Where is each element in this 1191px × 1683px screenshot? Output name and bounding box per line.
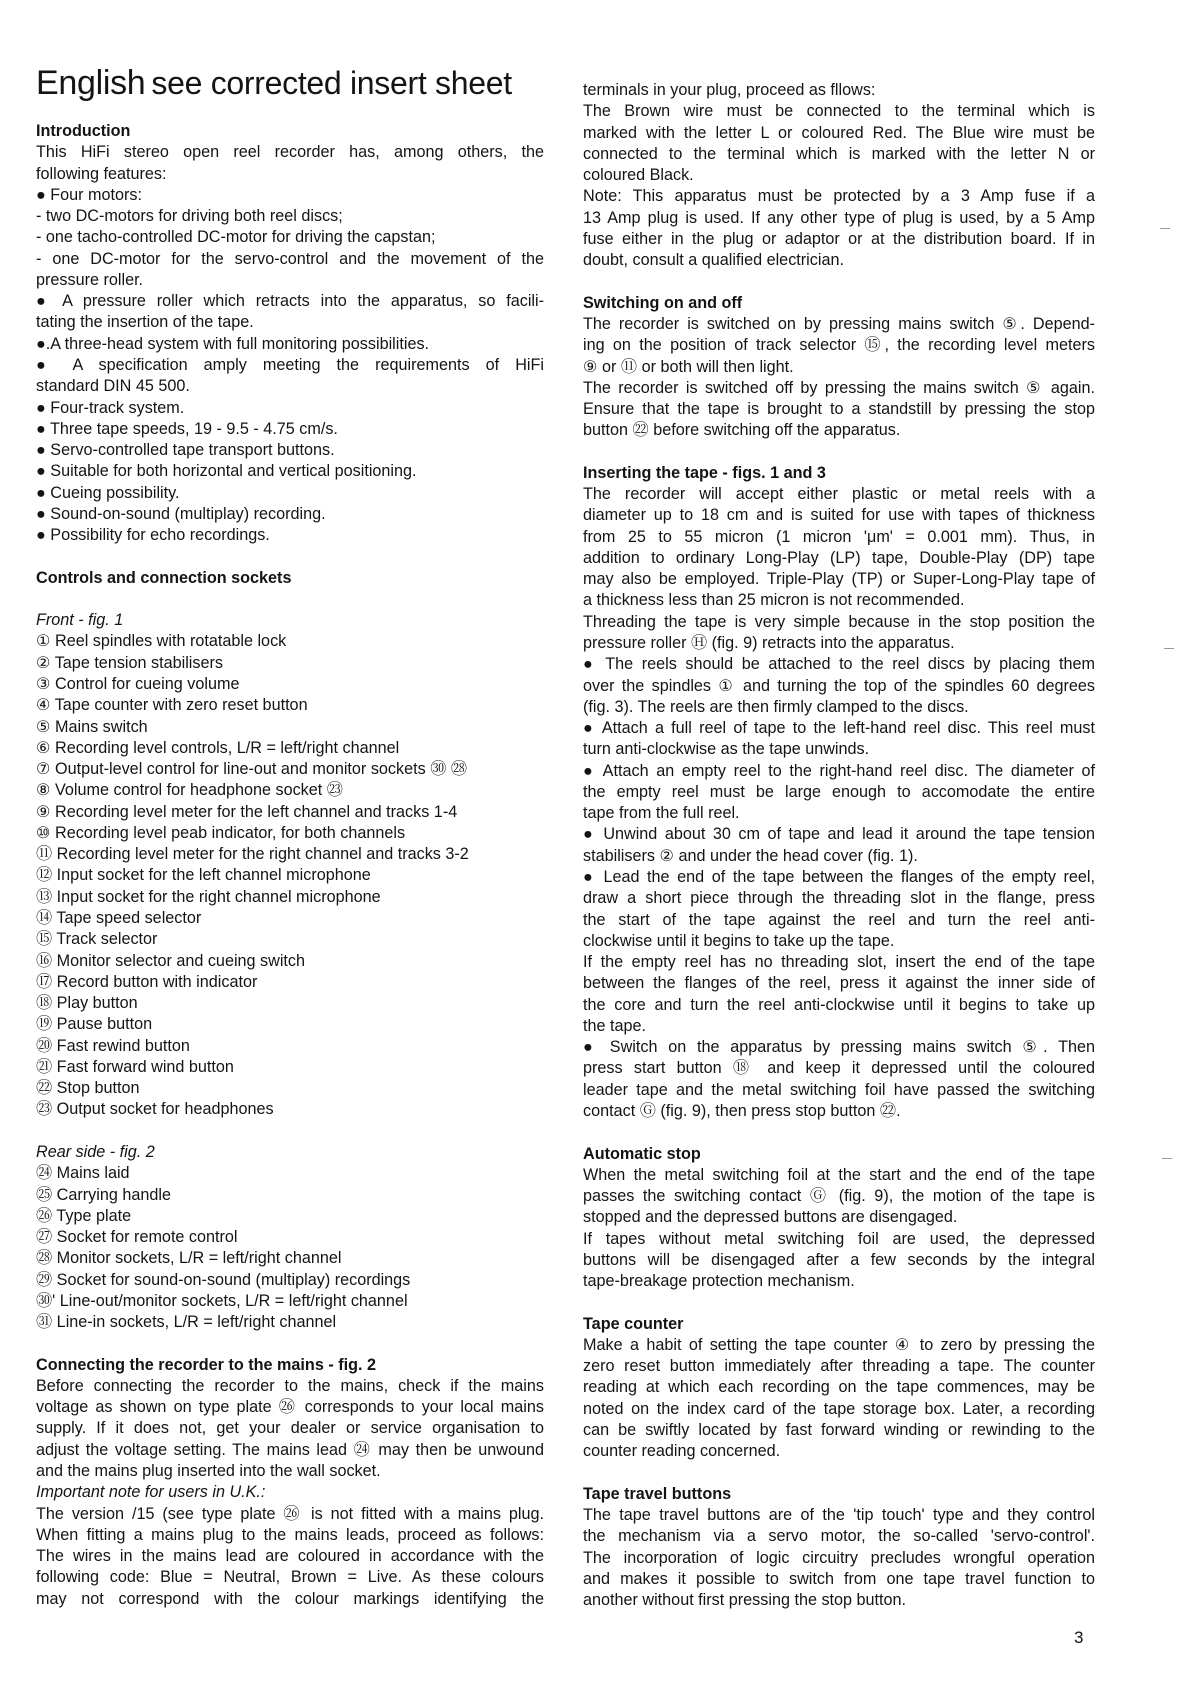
text-line: ●.A three-head system with full monitoring possibilities. <box>36 334 430 353</box>
text-line: from 25 to 55 micron (1 micron 'μm' = 0.001 mm). Thus, in <box>583 527 1095 546</box>
text-line: ⑥ Recording level controls, L/R = left/right channel <box>36 738 400 757</box>
text-line: ㉚' Line-out/monitor sockets, L/R = left/right channel <box>36 1291 408 1310</box>
text-line: ● Three tape speeds, 19 - 9.5 - 4.75 cm/s. <box>36 419 338 438</box>
margin-mark <box>1164 648 1174 649</box>
text-line: When fitting a mains plug to the mains leads, proceed as follows: <box>36 1525 544 1544</box>
text-line: stabilisers ② and under the head cover (fig. 1). <box>583 846 918 865</box>
text-line: ㉓ Output socket for headphones <box>36 1100 274 1119</box>
text-line: may also be employed. Triple-Play (TP) or Super-Long-Play tape of <box>583 570 1095 589</box>
text-line: ㉑ Fast forward wind button <box>36 1057 234 1076</box>
text-line: the core and turn the reel anti-clockwise until it begins to take up <box>583 995 1095 1014</box>
text-line: ⑨ Recording level meter for the left channel and tracks 1-4 <box>36 802 458 821</box>
text-line: ● A pressure roller which retracts into the apparatus, so facili- <box>36 292 544 311</box>
text-line: ing on the position of track selector ⑮, the recording level meters <box>583 336 1095 355</box>
text-line: connected to the terminal which is marked with the letter N or <box>583 144 1095 163</box>
text-line: ⑧ Volume control for headphone socket ㉓ <box>36 781 343 800</box>
text-line: If the empty reel has no threading slot, insert the end of the tape <box>583 953 1095 972</box>
text-line: pressure roller Ⓗ (fig. 9) retracts into the apparatus. <box>583 634 955 653</box>
text-line: ● Unwind about 30 cm of tape and lead it around the tape tension <box>583 825 1095 844</box>
text-line: coloured Black. <box>583 166 694 185</box>
text-line: ㉕ Carrying handle <box>36 1185 171 1204</box>
text-line: fuse either in the plug or adaptor or at the distribution board. If in <box>583 229 1095 248</box>
section-heading: Switching on and off <box>583 293 743 312</box>
text-line: over the spindles ① and turning the top of the spindles 60 degrees <box>583 676 1095 695</box>
section-heading: Tape travel buttons <box>583 1484 732 1503</box>
text-line: Make a habit of setting the tape counter ④ to zero by pressing the <box>583 1335 1095 1354</box>
text-line: ● Possibility for echo recordings. <box>36 526 270 545</box>
text-line: Threading the tape is very simple because in the stop position the <box>583 612 1095 631</box>
text-line: terminals in your plug, proceed as fllows: <box>583 81 876 99</box>
page-number: 3 <box>1074 1628 1084 1647</box>
text-line: buttons will be disengaged after a few seconds by the integral <box>583 1250 1095 1269</box>
text-line: ● Lead the end of the tape between the flanges of the empty reel, <box>583 867 1095 886</box>
text-line: may not correspond with the colour markings identifying the <box>36 1589 544 1608</box>
text-line: draw a short piece through the threading slot in the flange, press <box>583 889 1095 908</box>
text-line: adjust the voltage setting. The mains lead ㉔ may then be unwound <box>36 1440 544 1459</box>
text-line: Rear side - fig. 2 <box>36 1142 155 1161</box>
text-line: marked with the letter L or coloured Red. The Blue wire must be <box>583 123 1095 142</box>
text-line: pressure roller. <box>36 270 144 289</box>
text-line: When the metal switching foil at the start and the end of the tape <box>583 1165 1095 1184</box>
text-line: and the mains plug inserted into the wall socket. <box>36 1462 381 1480</box>
text-line: leader tape and the metal switching foil have passed the switching <box>583 1080 1095 1099</box>
text-line: The recorder is switched on by pressing mains switch ⑤. Depend- <box>583 314 1095 333</box>
margin-mark <box>1162 1158 1172 1159</box>
text-line: doubt, consult a qualified electrician. <box>583 251 844 270</box>
section-heading: Controls and connection sockets <box>36 568 292 587</box>
section-heading: Inserting the tape - figs. 1 and 3 <box>583 463 826 482</box>
text-line: the start of the tape against the reel and turn the reel anti- <box>583 910 1095 929</box>
text-line: ③ Control for cueing volume <box>36 675 240 694</box>
section-heading: Tape counter <box>583 1314 684 1333</box>
text-line: ● Sound-on-sound (multiplay) recording. <box>36 504 326 523</box>
text-line: The wires in the mains lead are coloured in accordance with the <box>36 1547 544 1566</box>
text-line: ⑩ Recording level peab indicator, for both channels <box>36 823 406 842</box>
text-line: standard DIN 45 500. <box>36 377 190 396</box>
text-line: the mechanism via a servo motor, the so-called 'servo-control'. <box>583 1527 1095 1546</box>
section-heading: Introduction <box>36 122 131 140</box>
text-line: button ㉒ before switching off the apparatus. <box>583 421 901 440</box>
text-line: ⑫ Input socket for the left channel microphone <box>36 866 371 885</box>
text-line: The Brown wire must be connected to the terminal which is <box>583 102 1095 121</box>
text-line: clockwise until it begins to take up the tape. <box>583 931 895 950</box>
text-line: ㉛ Line-in sockets, L/R = left/right channel <box>36 1313 337 1332</box>
text-line: 13 Amp plug is used. If any other type of plug is used, by a 5 Amp <box>583 208 1095 227</box>
text-line: addition to ordinary Long-Play (LP) tape, Double-Play (DP) tape <box>583 548 1095 567</box>
text-line: following code: Blue = Neutral, Brown = Live. As these colours <box>36 1568 544 1587</box>
text-line: ㉔ Mains laid <box>36 1164 130 1183</box>
text-line: ● Switch on the apparatus by pressing mains switch ⑤. Then <box>583 1038 1095 1057</box>
text-line: ⑭ Tape speed selector <box>36 908 202 927</box>
text-line: ● Suitable for both horizontal and vertical positioning. <box>36 462 417 481</box>
text-line: ㉖ Type plate <box>36 1206 132 1225</box>
text-line: ② Tape tension stabilisers <box>36 653 223 672</box>
text-line: contact Ⓖ (fig. 9), then press stop button ㉒. <box>583 1101 901 1120</box>
title-language: English <box>36 64 146 102</box>
text-line: can be swiftly located by fast forward winding or rewinding to the <box>583 1421 1095 1439</box>
text-line: The incorporation of logic circuitry precludes wrongful operation <box>583 1548 1095 1567</box>
text-line: ① Reel spindles with rotatable lock <box>36 632 287 651</box>
text-line: and makes it possible to switch from one tape travel function to <box>583 1569 1095 1588</box>
text-line: ⑦ Output-level control for line-out and monitor sockets ㉚ ㉘ <box>36 760 468 779</box>
text-line: the tape. <box>583 1016 647 1035</box>
text-line: tating the insertion of the tape. <box>36 313 254 332</box>
text-line: a thickness less than 25 micron is not recommended. <box>583 591 965 610</box>
text-line: - one DC-motor for the servo-control and the movement of the <box>36 249 544 268</box>
text-line: The version /15 (see type plate ㉖ is not fitted with a mains plug. <box>36 1504 544 1523</box>
text-line: ● A specification amply meeting the requirements of HiFi <box>36 355 544 374</box>
text-line: This HiFi stereo open reel recorder has, among others, the <box>36 143 544 162</box>
page-title <box>36 62 512 104</box>
text-line: ⑮ Track selector <box>36 930 158 949</box>
text-line: ㉒ Stop button <box>36 1079 140 1098</box>
text-line: - two DC-motors for driving both reel discs; <box>36 207 343 226</box>
margin-mark <box>1160 228 1170 229</box>
text-line: tape-breakage protection mechanism. <box>583 1272 855 1291</box>
text-line: ● Servo-controlled tape transport buttons. <box>36 441 335 460</box>
text-line: following features: <box>36 164 167 183</box>
text-line: ● Attach a full reel of tape to the left-hand reel disc. This reel must <box>583 719 1095 738</box>
text-line: - one tacho-controlled DC-motor for driving the capstan; <box>36 228 436 247</box>
text-line: Important note for users in U.K.: <box>36 1483 266 1502</box>
text-line: ㉘ Monitor sockets, L/R = left/right channel <box>36 1249 342 1268</box>
text-line: ⑳ Fast rewind button <box>36 1036 190 1055</box>
text-line: voltage as shown on type plate ㉖ corresponds to your local mains <box>36 1398 544 1417</box>
text-line: ● Four motors: <box>36 185 143 204</box>
text-line: noted on the index card of the tape storage box. Later, a recording <box>583 1399 1095 1418</box>
text-line: tape from the full reel. <box>583 804 740 823</box>
text-line: The recorder is switched off by pressing the mains switch ⑤ again. <box>583 378 1095 397</box>
text-line: supply. If it does not, get your dealer or service organisation to <box>36 1419 544 1438</box>
text-line: reading at which each recording on the tape commences, may be <box>583 1378 1095 1397</box>
text-line: turn anti-clockwise as the tape unwinds. <box>583 740 870 759</box>
text-line: ⑰ Record button with indicator <box>36 972 258 991</box>
text-line: another without first pressing the stop button. <box>583 1591 907 1610</box>
text-line: ⑪ Recording level meter for the right channel and tracks 3-2 <box>36 845 469 864</box>
text-line: passes the switching contact Ⓖ (fig. 9), the motion of the tape is <box>583 1187 1095 1206</box>
text-line: ㉗ Socket for remote control <box>36 1228 238 1247</box>
section-heading: Connecting the recorder to the mains - fig. 2 <box>36 1355 376 1374</box>
text-line: If tapes without metal switching foil are used, the depressed <box>583 1229 1095 1248</box>
text-line: ● Cueing possibility. <box>36 483 180 502</box>
text-line: Front - fig. 1 <box>36 611 124 630</box>
text-line: the empty reel must be large enough to accomodate the entire <box>583 782 1095 801</box>
text-line: (fig. 3). The reels are then firmly clamped to the discs. <box>583 697 969 716</box>
text-line: Before connecting the recorder to the mains, check if the mains <box>36 1376 544 1395</box>
text-line: ⑱ Play button <box>36 994 138 1013</box>
text-line: diameter up to 18 cm and is suited for use with tapes of thickness <box>583 506 1095 525</box>
text-line: ● Four-track system. <box>36 398 185 417</box>
text-line: ● The reels should be attached to the reel discs by placing them <box>583 655 1095 674</box>
title-correction-note: see corrected insert sheet <box>151 65 512 101</box>
text-line: ● Attach an empty reel to the right-hand reel disc. The diameter of <box>583 761 1095 780</box>
text-line: counter reading concerned. <box>583 1442 781 1461</box>
section-heading: Automatic stop <box>583 1144 701 1163</box>
text-line: ⑲ Pause button <box>36 1015 153 1034</box>
text-line: press start button ⑱ and keep it depressed until the coloured <box>583 1059 1095 1078</box>
text-line: The tape travel buttons are of the 'tip touch' type and they control <box>583 1506 1095 1525</box>
text-line: ⑨ or ⑪ or both will then light. <box>583 357 794 376</box>
text-line: Note: This apparatus must be protected by a 3 Amp fuse if a <box>583 187 1095 206</box>
text-line: ㉙ Socket for sound-on-sound (multiplay) recordings <box>36 1270 411 1289</box>
text-line: stopped and the depressed buttons are disengaged. <box>583 1208 958 1227</box>
text-line: zero reset button immediately after threading a tape. The counter <box>583 1357 1095 1376</box>
text-line: between the flanges of the reel, press it against the inner side of <box>583 974 1095 993</box>
text-line: ⑤ Mains switch <box>36 717 148 736</box>
text-line: ⑬ Input socket for the right channel microphone <box>36 887 381 906</box>
text-line: Ensure that the tape is brought to a standstill by pressing the stop <box>583 400 1095 419</box>
text-line: ⑯ Monitor selector and cueing switch <box>36 951 306 970</box>
text-line: ④ Tape counter with zero reset button <box>36 696 308 715</box>
text-line: The recorder will accept either plastic or metal reels with a <box>583 485 1095 504</box>
